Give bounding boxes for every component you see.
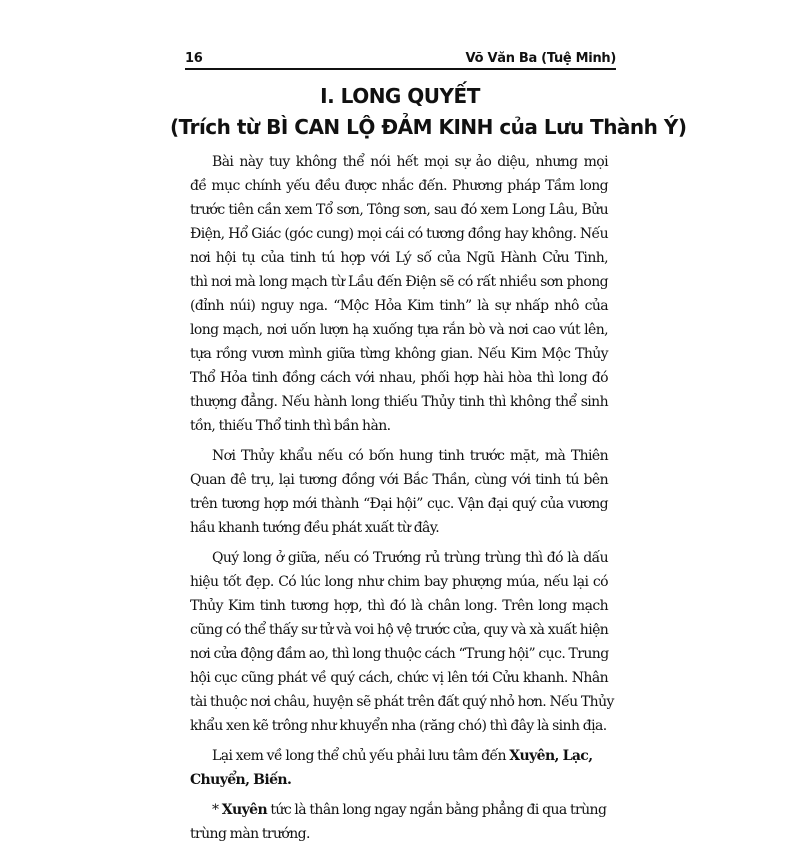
- text-line: tựa rồng vươn mình giữa từng không gian. Nếu Kim Mộc Thủy: [190, 346, 608, 362]
- text-line: Thủy Kim tinh tương hợp, thì đó là chân long. Trên long mạch: [190, 598, 608, 614]
- text-line: thì nơi mà long mạch từ Lầu đến Điện sẽ có rất nhiều sơn phong: [190, 274, 608, 290]
- text-line: Nơi Thủy khẩu nếu có bốn hung tinh trước mặt, mà Thiên: [212, 448, 608, 464]
- paragraph-2: [190, 444, 608, 540]
- bold-term: Chuyển, Biến.: [190, 772, 292, 788]
- text-line: khẩu xen kẽ trông như khuyển nha (răng chó) thì đây là sinh địa.: [190, 718, 607, 734]
- text-line: trước tiên cần xem Tổ sơn, Tông sơn, sau đó xem Long Lâu, Bửu: [190, 202, 608, 218]
- text-line: nơi hội tụ của tinh tú hợp với Lý số của Ngũ Hành Cửu Tinh,: [190, 250, 608, 266]
- paragraph-3: [190, 546, 614, 738]
- text-run: Lại xem về long thể chủ yếu phải lưu tâm đến: [212, 748, 510, 764]
- text-line: [190, 798, 608, 822]
- text-line: thượng đẳng. Nếu hành long thiếu Thủy tinh thì không thể sinh: [190, 394, 608, 410]
- header-rule: [185, 68, 616, 70]
- bullet-asterisk: *: [212, 802, 222, 818]
- paragraph-5: [190, 798, 608, 846]
- page-number: 16: [185, 51, 203, 66]
- body-text: [190, 150, 614, 846]
- text-line: trùng màn trướng.: [190, 826, 310, 842]
- text-line: trên tương hợp mới thành “Đại hội” cục. Vận đại quý của vương: [190, 496, 608, 512]
- text-line: Quan đê trụ, lại tương đồng với Bắc Thần, cùng với tinh tú bên: [190, 472, 608, 488]
- text-line: Điện, Hổ Giác (góc cung) mọi cái có tương đồng hay không. Nếu: [190, 226, 608, 242]
- text-line: Quý long ở giữa, nếu có Trướng rủ trùng trùng thì đó là dấu: [212, 550, 608, 566]
- bold-term: Xuyên, Lạc,: [509, 748, 593, 764]
- text-line: cũng có thể thấy sư tử và voi hộ vệ trước cửa, quy và xà xuất hiện: [190, 622, 609, 638]
- paragraph-4: [190, 744, 608, 792]
- text-line: Thổ Hỏa tinh đồng cách với nhau, phối hợp hài hòa thì long đó: [190, 370, 608, 386]
- section-title: I. LONG QUYẾT: [320, 84, 480, 108]
- paragraph-1: [190, 150, 608, 438]
- text-line: long mạch, nơi uốn lượn hạ xuống tựa rắn bò và nơi cao vút lên,: [190, 322, 608, 338]
- running-header: [185, 42, 616, 66]
- text-line: (đỉnh núi) nguy nga. “Mộc Hỏa Kim tinh” là sự nhấp nhô của: [190, 298, 608, 314]
- text-run: tức là thân long ngay ngắn bằng phẳng đi qua trùng: [267, 802, 607, 818]
- text-line: hầu khanh tướng đều phát xuất từ đây.: [190, 520, 440, 536]
- text-line: tài thuộc nơi châu, huyện sẽ phát trên đất quý nhỏ hơn. Nếu Thủy: [190, 694, 614, 710]
- text-line: Bài này tuy không thể nói hết mọi sự ảo diệu, nhưng mọi: [212, 154, 608, 170]
- text-line: tồn, thiếu Thổ tinh thì bần hàn.: [190, 418, 391, 434]
- text-line: hội cục cũng phát về quý cách, chức vị lên tới Cửu khanh. Nhân: [190, 670, 608, 686]
- text-line: đề mục chính yếu đều được nhắc đến. Phương pháp Tầm long: [190, 178, 608, 194]
- text-line: nơi cửa động đầm ao, thì long thuộc cách “Trung hội” cục. Trung: [190, 646, 609, 662]
- text-line: [190, 744, 608, 768]
- bold-term: Xuyên: [221, 802, 268, 818]
- section-subtitle: (Trích từ BÌ CAN LỘ ĐẢM KINH của Lưu Thành Ý): [170, 115, 687, 139]
- text-line: hiệu tốt đẹp. Có lúc long như chim bay phượng múa, nếu lại có: [190, 574, 608, 590]
- author-name: Võ Văn Ba (Tuệ Minh): [465, 51, 616, 66]
